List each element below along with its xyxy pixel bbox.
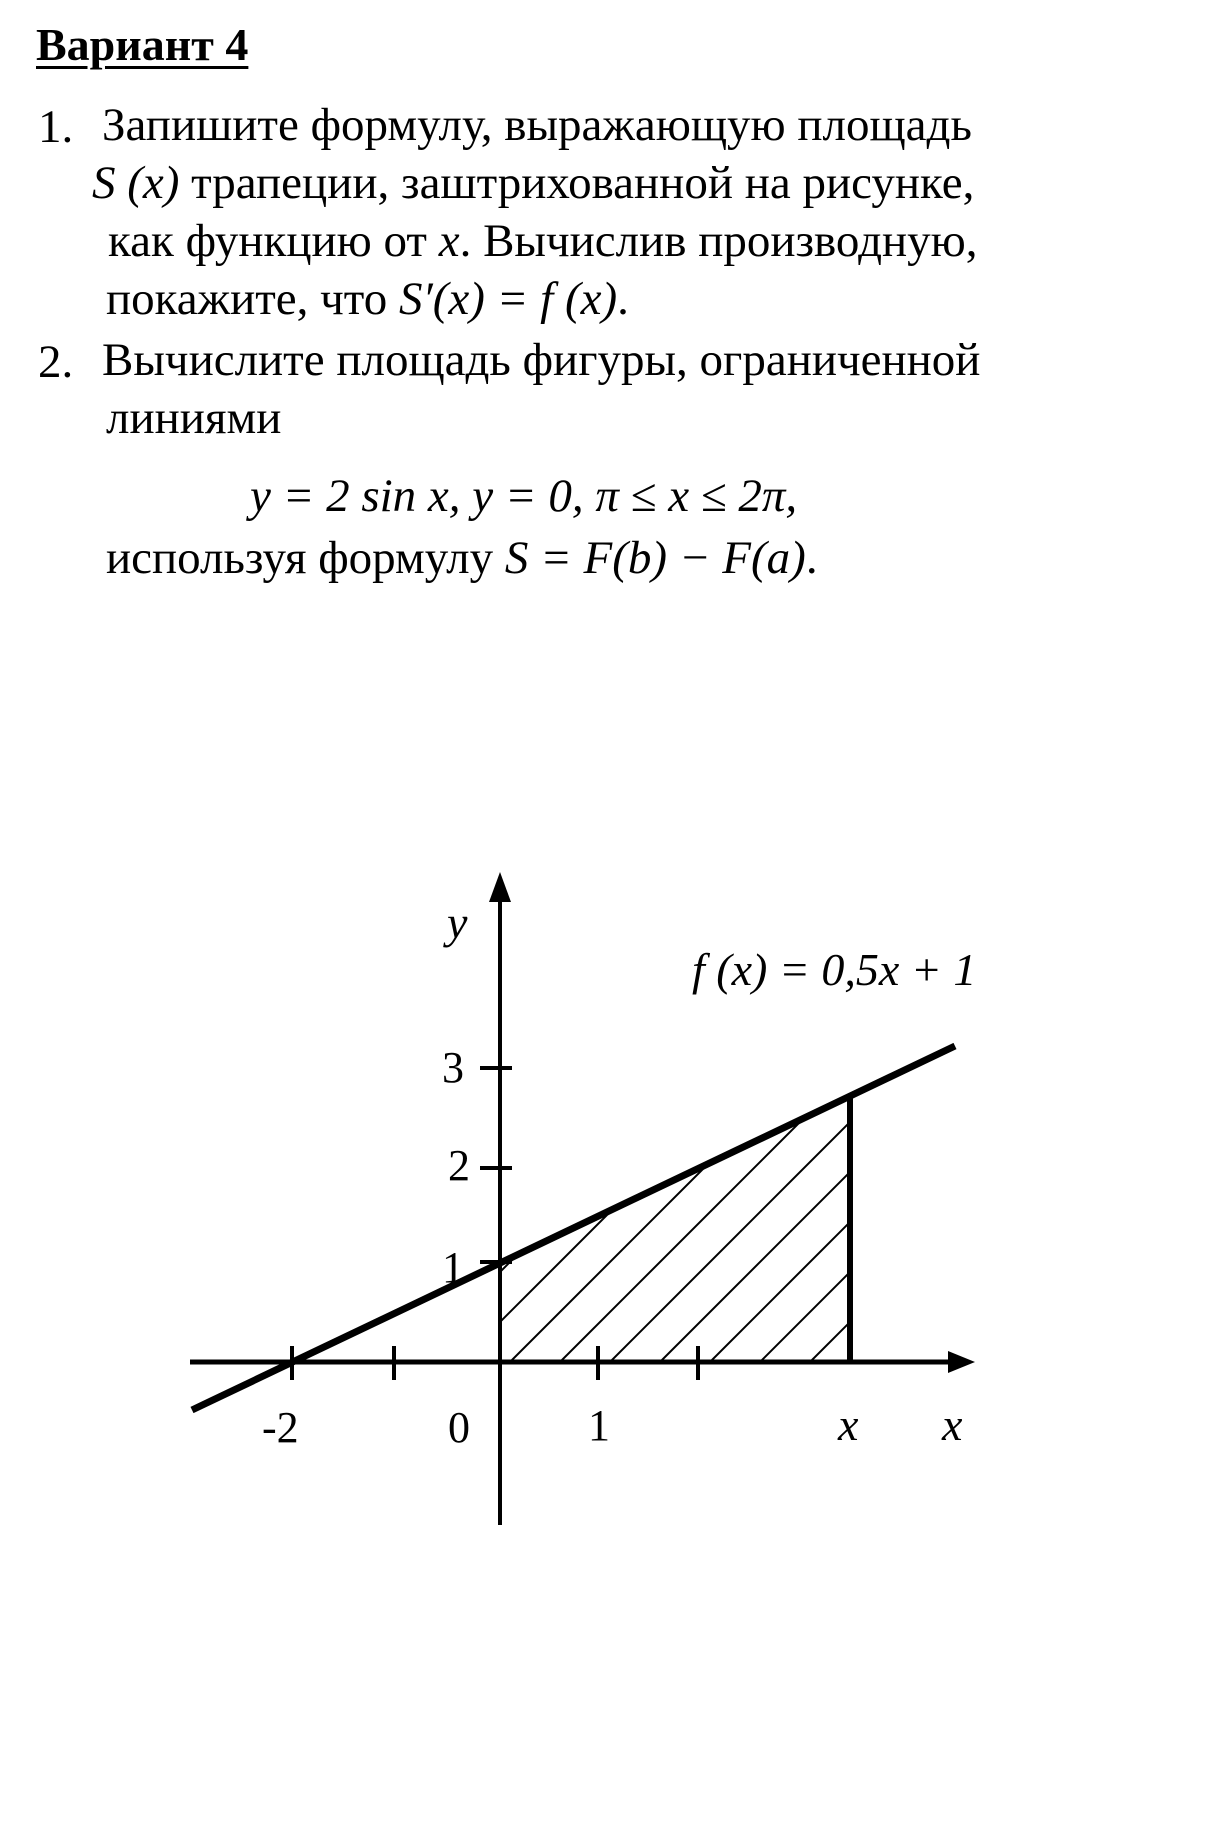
y-axis-label: y	[447, 897, 468, 948]
task2-line1: Вычислите площадь фигуры, ограниченной	[102, 334, 981, 386]
task1-line2-math: S (x)	[92, 157, 180, 209]
x-axis-label: x	[942, 1399, 963, 1450]
task1-line4-math: S′(x) = f (x)	[398, 273, 618, 325]
x-axis-arrow-icon	[948, 1351, 975, 1373]
task1-number: 1.	[38, 101, 74, 153]
y-axis-arrow-icon	[489, 872, 511, 902]
function-label: f (x) = 0,5x + 1	[692, 944, 977, 995]
x-tick-label-1: 1	[588, 1401, 610, 1450]
task1-line3-text: как функцию от	[108, 215, 439, 267]
x-tick-label-0: 0	[448, 1403, 470, 1452]
task1-line2-text: трапеции, заштрихованной на рисунке,	[179, 157, 975, 209]
y-tick-label-2: 2	[448, 1141, 470, 1190]
task2-line2: линиями	[106, 392, 282, 444]
task1-line3-rest: . Вычислив производную,	[459, 215, 978, 267]
task1-line4-text: покажите, что	[106, 273, 399, 325]
task2-line3-end: .	[805, 532, 818, 584]
task1-line3-var: x	[438, 215, 460, 267]
page-title: Вариант 4	[36, 19, 249, 70]
trapezoid-hatching	[410, 1062, 1110, 1362]
task2-line3-math: S = F(b) − F(a)	[504, 532, 806, 584]
task2-number: 2.	[38, 336, 74, 388]
x-tick-label-minus2: -2	[262, 1403, 299, 1452]
function-line	[192, 1046, 955, 1410]
task2-line3-text: используя формулу	[106, 532, 505, 584]
x-variable-mark: x	[838, 1399, 859, 1450]
y-tick-label-1: 1	[442, 1243, 464, 1292]
task2-formula: y = 2 sin x, y = 0, π ≤ x ≤ 2π,	[250, 470, 798, 522]
task1-line4-end: .	[617, 273, 629, 325]
y-tick-label-3: 3	[442, 1043, 464, 1092]
task1-line1: Запишите формулу, выражающую площадь	[102, 99, 972, 151]
